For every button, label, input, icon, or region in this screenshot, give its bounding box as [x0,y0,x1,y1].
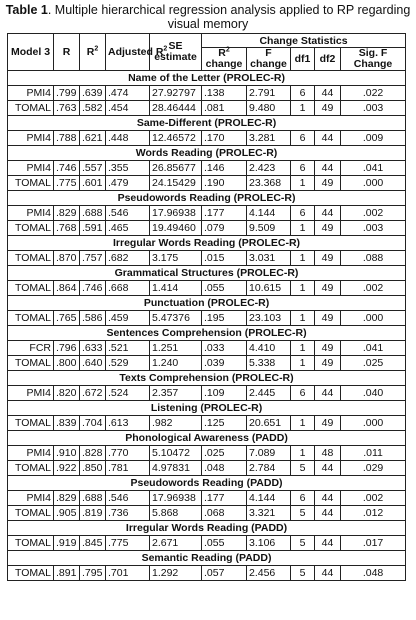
cell-sig-f-change: .017 [341,536,406,551]
cell-model: PMI4 [8,386,54,401]
cell-f-change: 2.784 [247,461,291,476]
cell-df1: 1 [291,356,315,371]
cell-r: .919 [54,536,80,551]
cell-adjusted-r2: .546 [106,206,150,221]
cell-df1: 1 [291,311,315,326]
cell-r: .820 [54,386,80,401]
cell-f-change: 2.456 [247,566,291,581]
cell-r2: .688 [80,491,106,506]
table-row [8,206,406,221]
cell-adjusted-r2: .736 [106,506,150,521]
cell-r: .768 [54,221,80,236]
cell-se-estimate: .982 [150,416,202,431]
cell-f-change: 3.321 [247,506,291,521]
table-row [8,356,406,371]
cell-se-estimate: 1.292 [150,566,202,581]
cell-adjusted-r2: .701 [106,566,150,581]
cell-df1: 1 [291,101,315,116]
cell-model: TOMAL [8,311,54,326]
cell-df2: 48 [315,446,341,461]
cell-r: .891 [54,566,80,581]
cell-r: .800 [54,356,80,371]
cell-se-estimate: 27.92797 [150,86,202,101]
table-caption-text: . Multiple hierarchical regression analysis applied to RP regarding visual memory [47,3,411,31]
cell-model: PMI4 [8,131,54,146]
cell-f-change: 3.031 [247,251,291,266]
section-title: Pseudowords Reading (PADD) [8,476,406,491]
cell-r2-change: .025 [202,446,247,461]
cell-f-change: 9.480 [247,101,291,116]
cell-df2: 44 [315,461,341,476]
section-header-row [8,431,406,446]
cell-se-estimate: 12.46572 [150,131,202,146]
table-row [8,536,406,551]
section-title: Irregular Words Reading (PROLEC-R) [8,236,406,251]
cell-model: PMI4 [8,161,54,176]
cell-adjusted-r2: .682 [106,251,150,266]
header-change-statistics: Change Statistics [202,34,406,48]
section-header-row [8,191,406,206]
cell-model: TOMAL [8,101,54,116]
cell-f-change: 23.368 [247,176,291,191]
header-df2: df2 [315,48,341,71]
cell-adjusted-r2: .474 [106,86,150,101]
table-body [8,71,406,581]
cell-r: .829 [54,206,80,221]
header-df1: df1 [291,48,315,71]
cell-model: PMI4 [8,491,54,506]
cell-se-estimate: 5.868 [150,506,202,521]
section-header-row [8,146,406,161]
cell-df2: 49 [315,251,341,266]
cell-adjusted-r2: .775 [106,536,150,551]
header-r2-change: $R^2$ change [202,48,247,71]
cell-se-estimate: 1.240 [150,356,202,371]
cell-se-estimate: 5.10472 [150,446,202,461]
cell-sig-f-change: .009 [341,131,406,146]
cell-adjusted-r2: .355 [106,161,150,176]
cell-adjusted-r2: .521 [106,341,150,356]
table-row [8,566,406,581]
table-caption [0,3,416,31]
cell-r: .746 [54,161,80,176]
cell-r2: .757 [80,251,106,266]
cell-se-estimate: 2.671 [150,536,202,551]
cell-f-change: 5.338 [247,356,291,371]
section-header-row [8,521,406,536]
cell-f-change: 2.791 [247,86,291,101]
table-row [8,311,406,326]
cell-r2: .819 [80,506,106,521]
cell-df2: 49 [315,101,341,116]
header-model: Model 3 [8,34,54,71]
cell-df1: 1 [291,416,315,431]
header-r: R [54,34,80,71]
cell-adjusted-r2: .668 [106,281,150,296]
cell-r2-change: .048 [202,461,247,476]
cell-df1: 6 [291,161,315,176]
cell-r2: .704 [80,416,106,431]
table-row [8,251,406,266]
cell-r2: .582 [80,101,106,116]
section-title: Same-Different (PROLEC-R) [8,116,406,131]
cell-f-change: 3.106 [247,536,291,551]
cell-model: TOMAL [8,461,54,476]
cell-se-estimate: 28.46444 [150,101,202,116]
cell-model: PMI4 [8,206,54,221]
cell-r2-change: .177 [202,206,247,221]
table-row [8,386,406,401]
cell-adjusted-r2: .613 [106,416,150,431]
cell-f-change: 20.651 [247,416,291,431]
cell-sig-f-change: .011 [341,446,406,461]
cell-df2: 49 [315,416,341,431]
cell-df2: 44 [315,86,341,101]
section-header-row [8,71,406,86]
cell-f-change: 10.615 [247,281,291,296]
cell-sig-f-change: .041 [341,341,406,356]
cell-model: TOMAL [8,251,54,266]
table-header [8,34,406,71]
cell-r2-change: .109 [202,386,247,401]
cell-r: .775 [54,176,80,191]
cell-r2: .746 [80,281,106,296]
cell-df1: 5 [291,566,315,581]
cell-se-estimate: 24.15429 [150,176,202,191]
section-header-row [8,551,406,566]
cell-adjusted-r2: .454 [106,101,150,116]
cell-adjusted-r2: .546 [106,491,150,506]
cell-se-estimate: 3.175 [150,251,202,266]
section-header-row [8,296,406,311]
cell-r: .870 [54,251,80,266]
cell-sig-f-change: .002 [341,206,406,221]
cell-r2: .688 [80,206,106,221]
cell-r: .799 [54,86,80,101]
header-f-change: F change [247,48,291,71]
section-header-row [8,371,406,386]
cell-sig-f-change: .003 [341,221,406,236]
cell-r: .905 [54,506,80,521]
cell-df1: 1 [291,281,315,296]
cell-r2: .640 [80,356,106,371]
section-header-row [8,266,406,281]
cell-r2-change: .057 [202,566,247,581]
cell-r2: .557 [80,161,106,176]
cell-r2: .621 [80,131,106,146]
cell-sig-f-change: .002 [341,281,406,296]
cell-r: .922 [54,461,80,476]
cell-f-change: 4.144 [247,206,291,221]
cell-f-change: 3.281 [247,131,291,146]
cell-sig-f-change: .000 [341,311,406,326]
cell-f-change: 2.445 [247,386,291,401]
cell-sig-f-change: .025 [341,356,406,371]
cell-r2: .828 [80,446,106,461]
cell-model: PMI4 [8,446,54,461]
cell-df2: 44 [315,566,341,581]
cell-df2: 44 [315,131,341,146]
cell-r2-change: .033 [202,341,247,356]
cell-model: TOMAL [8,566,54,581]
cell-se-estimate: 17.96938 [150,491,202,506]
cell-se-estimate: 5.47376 [150,311,202,326]
cell-adjusted-r2: .524 [106,386,150,401]
section-header-row [8,326,406,341]
cell-se-estimate: 1.251 [150,341,202,356]
table-row [8,161,406,176]
cell-df2: 44 [315,161,341,176]
cell-r2: .591 [80,221,106,236]
cell-df2: 49 [315,311,341,326]
section-title: Texts Comprehension (PROLEC-R) [8,371,406,386]
section-title: Listening (PROLEC-R) [8,401,406,416]
table-row [8,416,406,431]
cell-df2: 44 [315,206,341,221]
cell-se-estimate: 1.414 [150,281,202,296]
table-caption-label: Table 1 [5,3,48,17]
cell-sig-f-change: .002 [341,491,406,506]
cell-r: .765 [54,311,80,326]
cell-se-estimate: 26.85677 [150,161,202,176]
cell-adjusted-r2: .479 [106,176,150,191]
cell-r2-change: .190 [202,176,247,191]
cell-adjusted-r2: .448 [106,131,150,146]
section-title: Semantic Reading (PADD) [8,551,406,566]
cell-sig-f-change: .088 [341,251,406,266]
cell-r: .763 [54,101,80,116]
cell-df2: 49 [315,221,341,236]
cell-df1: 5 [291,506,315,521]
cell-r2-change: .170 [202,131,247,146]
cell-se-estimate: 2.357 [150,386,202,401]
section-header-row [8,476,406,491]
section-title: Pseudowords Reading (PROLEC-R) [8,191,406,206]
cell-sig-f-change: .041 [341,161,406,176]
cell-r2: .586 [80,311,106,326]
table-row [8,86,406,101]
cell-f-change: 2.423 [247,161,291,176]
cell-model: TOMAL [8,536,54,551]
cell-sig-f-change: .048 [341,566,406,581]
cell-model: TOMAL [8,281,54,296]
cell-df2: 49 [315,356,341,371]
cell-r2-change: .079 [202,221,247,236]
cell-model: TOMAL [8,356,54,371]
section-header-row [8,401,406,416]
cell-r2-change: .125 [202,416,247,431]
cell-model: TOMAL [8,506,54,521]
section-header-row [8,236,406,251]
table-row [8,176,406,191]
cell-r2: .795 [80,566,106,581]
section-title: Grammatical Structures (PROLEC-R) [8,266,406,281]
cell-sig-f-change: .040 [341,386,406,401]
cell-df1: 1 [291,221,315,236]
section-header-row [8,116,406,131]
cell-r: .839 [54,416,80,431]
cell-sig-f-change: .000 [341,416,406,431]
cell-df1: 5 [291,536,315,551]
cell-r2-change: .039 [202,356,247,371]
section-title: Words Reading (PROLEC-R) [8,146,406,161]
cell-f-change: 23.103 [247,311,291,326]
cell-r2: .845 [80,536,106,551]
table-row [8,506,406,521]
cell-f-change: 4.144 [247,491,291,506]
cell-df2: 49 [315,176,341,191]
cell-df1: 6 [291,131,315,146]
cell-df2: 44 [315,506,341,521]
cell-r: .788 [54,131,80,146]
header-r2: $R^2$ [80,34,106,71]
cell-f-change: 7.089 [247,446,291,461]
cell-model: TOMAL [8,176,54,191]
cell-df1: 6 [291,491,315,506]
cell-se-estimate: 4.97831 [150,461,202,476]
table-row [8,446,406,461]
header-adjusted-r2: Adjusted $R^2$ [106,34,150,71]
cell-adjusted-r2: .459 [106,311,150,326]
regression-table [7,33,406,581]
cell-r2-change: .068 [202,506,247,521]
cell-adjusted-r2: .529 [106,356,150,371]
header-se-estimate: SE estimate [150,34,202,71]
cell-r2: .601 [80,176,106,191]
cell-sig-f-change: .022 [341,86,406,101]
table-row [8,491,406,506]
cell-df1: 1 [291,251,315,266]
cell-r2-change: .177 [202,491,247,506]
cell-sig-f-change: .029 [341,461,406,476]
cell-model: TOMAL [8,221,54,236]
section-title: Punctuation (PROLEC-R) [8,296,406,311]
section-title: Sentences Comprehension (PROLEC-R) [8,326,406,341]
cell-r2-change: .055 [202,281,247,296]
header-sig-f-change: Sig. F Change [341,48,406,71]
cell-se-estimate: 17.96938 [150,206,202,221]
cell-f-change: 4.410 [247,341,291,356]
cell-df1: 6 [291,86,315,101]
cell-df2: 49 [315,281,341,296]
cell-df2: 49 [315,341,341,356]
cell-df2: 44 [315,536,341,551]
section-title: Irregular Words Reading (PADD) [8,521,406,536]
cell-model: TOMAL [8,416,54,431]
cell-r2-change: .055 [202,536,247,551]
cell-adjusted-r2: .770 [106,446,150,461]
cell-r: .829 [54,491,80,506]
cell-sig-f-change: .000 [341,176,406,191]
cell-r2-change: .138 [202,86,247,101]
cell-r2: .850 [80,461,106,476]
section-title: Name of the Letter (PROLEC-R) [8,71,406,86]
cell-r2-change: .081 [202,101,247,116]
cell-se-estimate: 19.49460 [150,221,202,236]
cell-r2: .633 [80,341,106,356]
cell-r2: .639 [80,86,106,101]
cell-df1: 6 [291,386,315,401]
table-row [8,221,406,236]
cell-r2-change: .146 [202,161,247,176]
cell-df1: 5 [291,461,315,476]
table-row [8,131,406,146]
cell-df2: 44 [315,386,341,401]
table-row [8,101,406,116]
cell-r: .796 [54,341,80,356]
cell-adjusted-r2: .465 [106,221,150,236]
cell-df1: 6 [291,206,315,221]
cell-model: PMI4 [8,86,54,101]
cell-r2: .672 [80,386,106,401]
section-title: Phonological Awareness (PADD) [8,431,406,446]
cell-f-change: 9.509 [247,221,291,236]
cell-model: FCR [8,341,54,356]
table-row [8,281,406,296]
cell-sig-f-change: .003 [341,101,406,116]
cell-df1: 1 [291,341,315,356]
cell-r: .910 [54,446,80,461]
cell-adjusted-r2: .781 [106,461,150,476]
cell-sig-f-change: .012 [341,506,406,521]
cell-df2: 44 [315,491,341,506]
cell-r: .864 [54,281,80,296]
cell-r2-change: .195 [202,311,247,326]
table-row [8,461,406,476]
cell-df1: 1 [291,446,315,461]
table-row [8,341,406,356]
cell-df1: 1 [291,176,315,191]
cell-r2-change: .015 [202,251,247,266]
